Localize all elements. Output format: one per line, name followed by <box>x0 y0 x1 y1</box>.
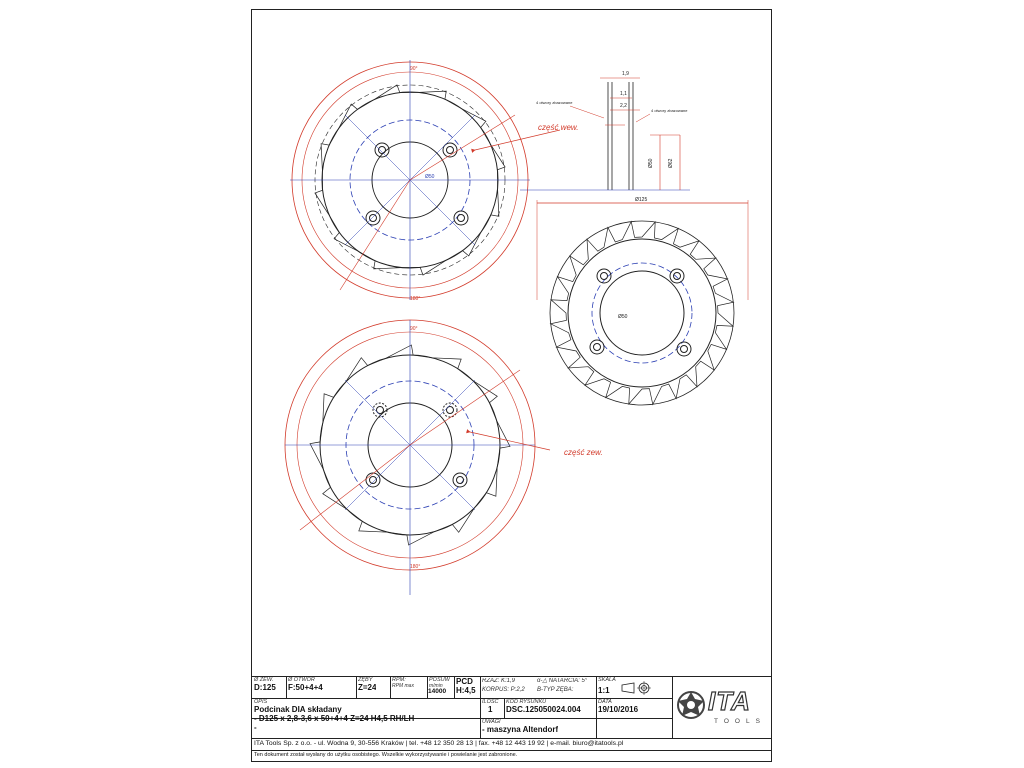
skala-label: SKALA <box>598 677 616 683</box>
uwagi-value: - maszyna Altendorf <box>482 725 559 734</box>
dim-label: Ø50 <box>648 158 654 168</box>
callout-czesc-wew: część wew. <box>538 123 579 132</box>
angle-label: 90° <box>410 326 418 332</box>
data-cell <box>598 699 638 714</box>
data-label: DATA <box>598 699 612 705</box>
saw-teeth-outline <box>551 222 734 405</box>
kod-value: DSC.125050024.004 <box>506 705 581 714</box>
dim-label: 1,9 <box>622 71 629 77</box>
opis-line-2: - D125 x 2,8-3,6 x 50+4+4 Z=24 H4,5 RH/LH <box>254 714 415 723</box>
ilosc-value: 1 <box>488 705 493 714</box>
saw-blade-logo-icon <box>676 690 706 720</box>
title-block <box>252 676 772 762</box>
zew-cell <box>254 677 276 692</box>
zew-label: Ø ZEW. <box>254 677 274 683</box>
zew-value: D:125 <box>254 683 276 692</box>
dim-label: Ø50 <box>425 174 435 180</box>
note-holes-left: 4 otwory zbazowane <box>536 100 573 105</box>
dim-label: 2,2 <box>620 103 627 109</box>
opis-label: OPIS <box>254 699 268 705</box>
logo-subtext: TOOLS <box>714 718 766 725</box>
posuw-cell <box>429 677 450 689</box>
rpm-cell <box>392 677 414 689</box>
disclaimer-text: Ten dokument został wysłany do użytku osobistego. Wszelkie wykorzystywanie i powielanie jest zabronione. <box>254 752 518 758</box>
inner-part-view <box>290 60 530 302</box>
callout-czesc-zew: część zew. <box>564 448 603 457</box>
rzaz-cell <box>482 678 525 693</box>
pcd-cell <box>456 677 476 695</box>
ita-tools-logo <box>676 684 770 734</box>
rpm-label: RPM: <box>392 677 406 683</box>
rzaz-value: RZAZ: K:1,9 <box>482 678 516 684</box>
otwor-cell <box>288 677 323 692</box>
rpm-value: 14000 <box>428 688 447 695</box>
dim-label: Ø62 <box>668 158 674 168</box>
ilosc-cell <box>482 699 499 714</box>
ilosc-label: ILOŚĆ <box>482 699 499 705</box>
dim-label: Ø50 <box>618 314 628 320</box>
pcd-label: PCD <box>456 677 473 686</box>
note-holes-right: 4 otwory zbazowane <box>651 108 688 113</box>
natarcia-value: α-△ NATARCIA: 5° <box>537 678 588 684</box>
logo-wordmark: ITA <box>708 686 751 716</box>
posuw-label: POSUW <box>429 677 450 683</box>
zeby-value: Z=24 <box>358 683 377 692</box>
natarcia-cell <box>537 678 587 693</box>
dim-label: 1,1 <box>620 91 627 97</box>
data-value: 19/10/2016 <box>598 705 639 714</box>
korpus-value: KORPUS: P:2,2 <box>482 687 525 693</box>
uwagi-cell <box>482 719 558 734</box>
outer-part-view <box>285 320 535 595</box>
kod-cell <box>506 699 581 714</box>
rpm-max-label: RPM max <box>392 683 414 689</box>
uwagi-label: UWAGI <box>482 719 501 725</box>
zeby-label: ZĘBY <box>358 677 373 683</box>
opis-line-3: - <box>254 723 257 732</box>
h-value: H:4,5 <box>456 686 476 695</box>
angle-label: 180° <box>410 564 421 570</box>
angle-label: 180° <box>410 296 421 302</box>
opis-cell <box>254 699 478 732</box>
skala-value: 1:1 <box>598 686 610 695</box>
typ-zeba-label: B-TYP ZĘBA: <box>537 687 574 693</box>
opis-line-1: Podcinak DIA składany <box>254 705 342 714</box>
otwor-value: F:50+4+4 <box>288 683 323 692</box>
zeby-cell <box>358 677 376 692</box>
angle-label: 90° <box>410 66 418 72</box>
projection-symbol-icon <box>620 681 652 695</box>
kod-label: KOD RYSUNKU <box>506 699 547 705</box>
skala-cell <box>598 677 616 695</box>
dim-label-diameter: Ø125 <box>635 197 648 203</box>
otwor-label: Ø OTWÓR <box>288 677 315 683</box>
company-address: ITA Tools Sp. z o.o. - ul. Wodna 9, 30-556 Kraków | tel. +48 12 350 28 13 | fax. +48 12 443 19 92 | e-mail. biuro@itatools.pl <box>254 740 624 747</box>
full-disc-view <box>537 197 748 405</box>
posuw-unit: m/min <box>429 683 443 689</box>
